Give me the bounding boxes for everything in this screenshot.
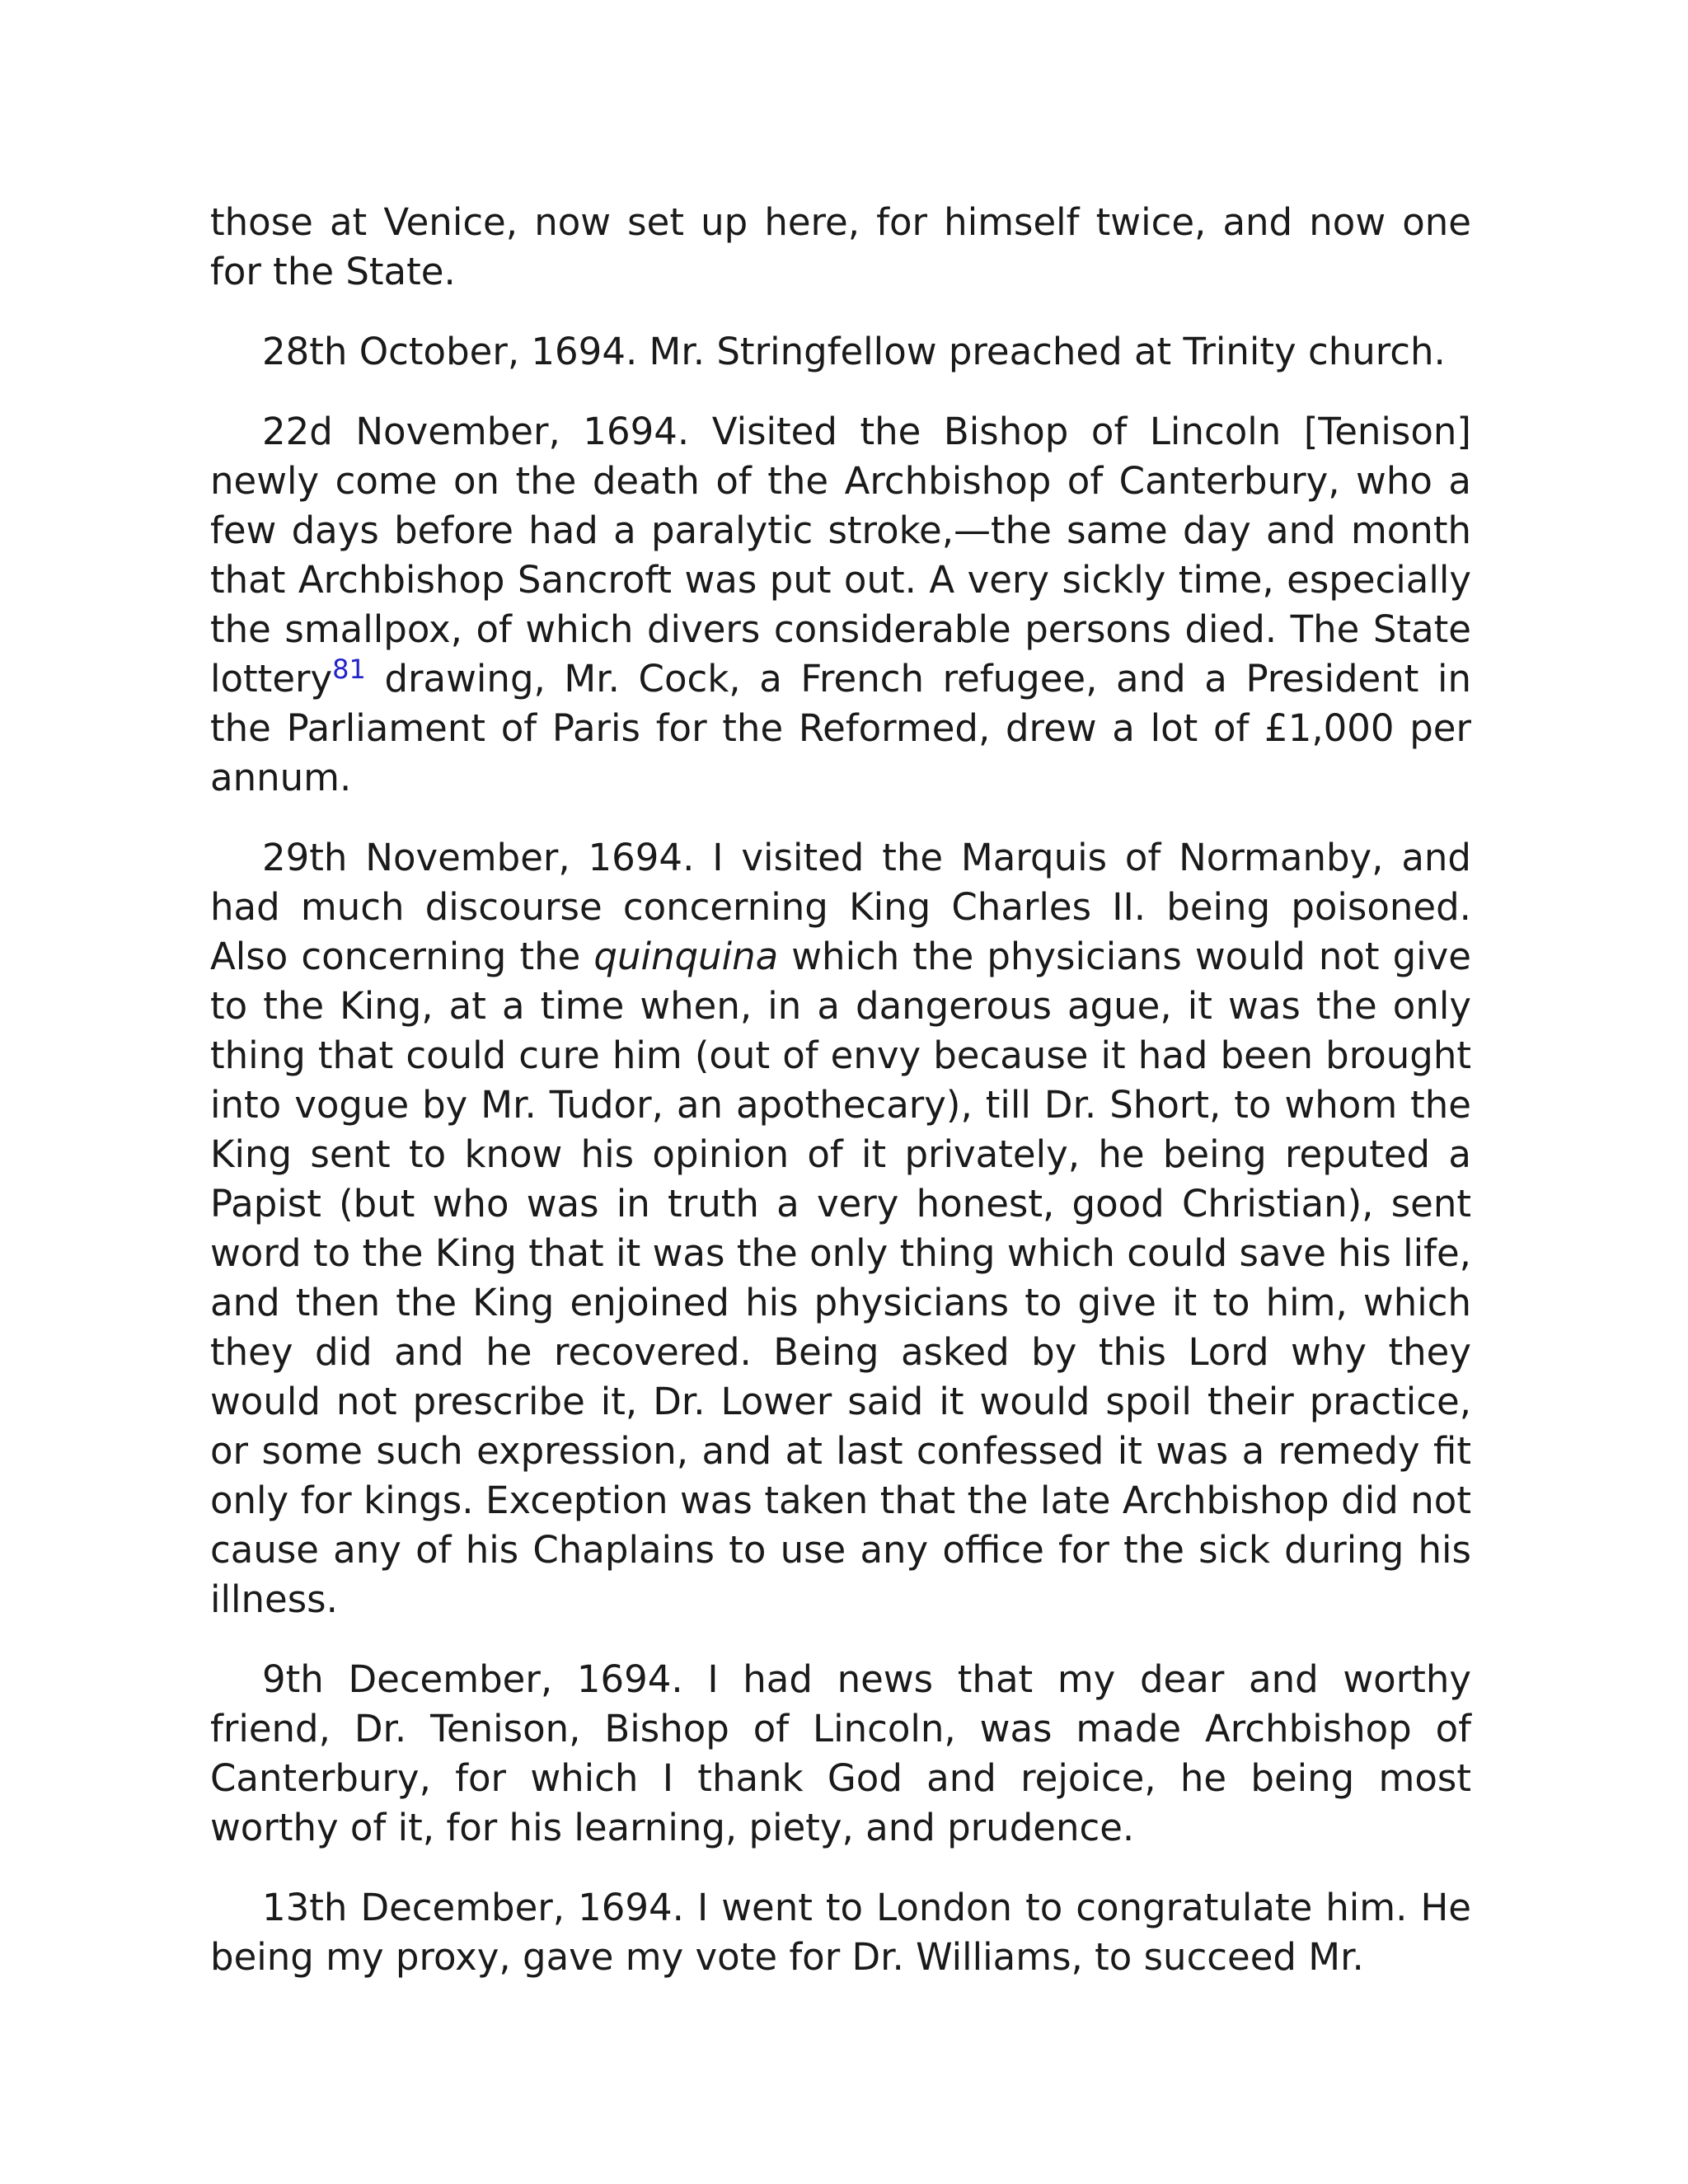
paragraph-text: 29th November, 1694. I visited the Marquis of Normanby, and had much discourse concerning King Charles II. being poisoned. Also concerning the [210,836,1471,978]
paragraph-9-december: 9th December, 1694. I had news that my dear and worthy friend, Dr. Tenison, Bishop of Lincoln, was made Archbishop of Canterbury, for which I thank God and rejoice, he being most worthy of it, for his learning, piety, and prudence. [210,1657,1471,1849]
paragraph-text: 22d November, 1694. Visited the Bishop of Lincoln [Tenison] newly come on the death of the Archbishop of Canterbury, who a few days before had a paralytic stroke,—the same day and month that Archbishop Sancroft was put out. A very sickly time, especially the smallpox, of which divers considerable persons died. The State lottery [210,410,1471,701]
paragraph-continuation: those at Venice, now set up here, for himself twice, and now one for the State. [210,200,1471,293]
document-page [210,198,1471,2013]
footnote-link-81[interactable]: 81 [332,654,366,685]
paragraph-22-november [210,407,1471,803]
paragraph-text: drawing, Mr. Cock, a French refugee, and a President in the Parliament of Paris for the Reformed, drew a lot of £1,000 per annum. [210,657,1471,799]
paragraph-29-november [210,833,1471,1624]
paragraph-text: which the physicians would not give to the King, at a time when, in a dangerous ague, it was the only thing that could cure him (out of envy because it had been brought into vogue by Mr. Tudor, an apothecary), till Dr. Short, to whom the King sent to know his opinion of it privately, he being reputed a Papist (but who was in truth a very honest, good Christian), sent word to the King that it was the only thing which could save his life, and then the King enjoined his physicians to give it to him, which they did and he recovered. Being asked by this Lord why they would not prescribe it, Dr. Lower said it would spoil their practice, or some such expression, and at last confessed it was a remedy fit only for kings. Exception was taken that the late Archbishop did not cause any of his Chaplains to use any office for the sick during his illness. [210,935,1471,1621]
paragraph-28-october: 28th October, 1694. Mr. Stringfellow preached at Trinity church. [262,330,1446,373]
italic-term: quinquina [593,935,779,978]
paragraph-13-december: 13th December, 1694. I went to London to congratulate him. He being my proxy, gave my vote for Dr. Williams, to succeed Mr. [210,1886,1471,1979]
